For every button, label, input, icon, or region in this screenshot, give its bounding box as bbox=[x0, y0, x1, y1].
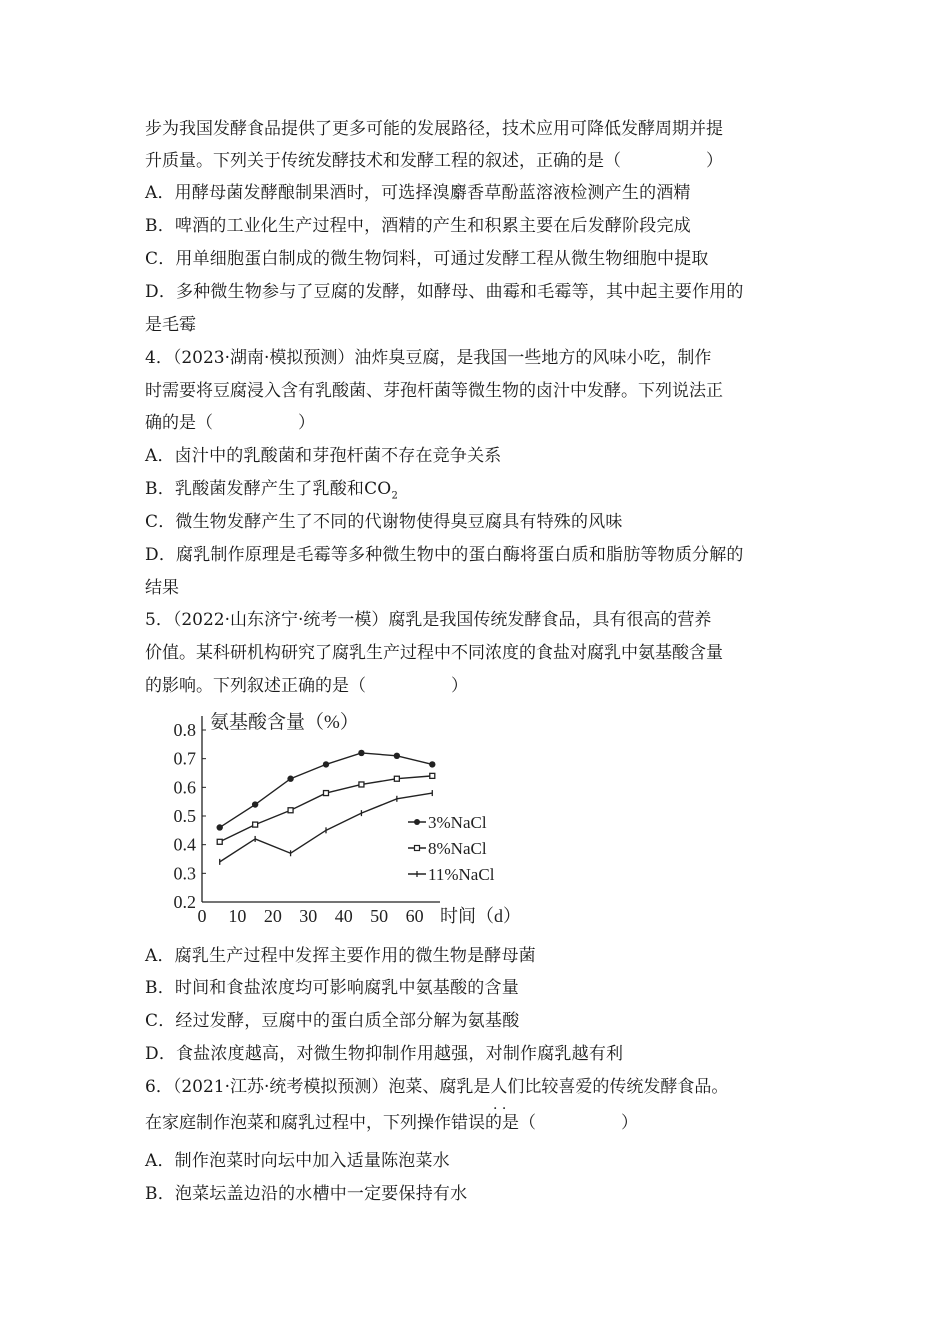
data-point bbox=[287, 776, 293, 782]
option-a: A．卤汁中的乳酸菌和芽孢杆菌不存在竞争关系 bbox=[145, 446, 502, 466]
option-d-cont: 结果 bbox=[145, 578, 179, 598]
data-point bbox=[288, 808, 293, 813]
option-b: B．时间和食盐浓度均可影响腐乳中氨基酸的含量 bbox=[145, 978, 519, 998]
data-point bbox=[429, 761, 435, 767]
x-tick-label: 10 bbox=[228, 906, 247, 926]
data-point bbox=[430, 773, 435, 778]
subscript: 2 bbox=[391, 490, 398, 502]
legend-label: 3%NaCl bbox=[428, 813, 487, 832]
legend-marker bbox=[415, 846, 420, 851]
data-point bbox=[323, 761, 329, 767]
question-5-stem: 5．（2022·山东济宁·统考一模）腐乳是我国传统发酵食品，具有很高的营养 bbox=[145, 610, 712, 630]
option-b-text: B．乳酸菌发酵产生了乳酸和CO bbox=[145, 479, 392, 499]
question-4-stem-cont: 时需要将豆腐浸入含有乳酸菌、芽孢杆菌等微生物的卤汁中发酵。下列说法正 bbox=[145, 381, 723, 401]
amino-acid-chart bbox=[150, 700, 540, 930]
y-tick-label: 0.3 bbox=[173, 863, 196, 884]
option-a: A．腐乳生产过程中发挥主要作用的微生物是酵母菌 bbox=[145, 946, 536, 966]
x-tick-label: 0 bbox=[197, 906, 207, 926]
x-tick-label: 60 bbox=[405, 906, 424, 926]
data-point bbox=[359, 782, 364, 787]
data-point bbox=[394, 776, 399, 781]
question-6-stem: 6．（2021·江苏·统考模拟预测）泡菜、腐乳是人们比较喜爱的传统发酵食品。 bbox=[145, 1077, 729, 1097]
data-point bbox=[217, 824, 223, 830]
question-4-stem: 4．（2023·湖南·模拟预测）油炸臭豆腐，是我国一些地方的风味小吃，制作 bbox=[145, 348, 712, 368]
legend-marker bbox=[414, 819, 420, 825]
x-tick-label: 20 bbox=[263, 906, 282, 926]
option-b: B．泡菜坛盖边沿的水槽中一定要保持有水 bbox=[145, 1184, 468, 1204]
question-5-stem-cont: 的影响。下列叙述正确的是（ ） bbox=[145, 676, 468, 696]
option-b: B．啤酒的工业化生产过程中，酒精的产生和积累主要在后发酵阶段完成 bbox=[145, 216, 691, 236]
data-point bbox=[252, 801, 258, 807]
question-4-stem-cont: 确的是（ ） bbox=[145, 413, 315, 433]
y-tick-label: 0.8 bbox=[173, 720, 196, 740]
legend-label: 11%NaCl bbox=[428, 865, 495, 884]
y-axis-title: 氨基酸含量（%） bbox=[210, 712, 359, 733]
y-tick-label: 0.6 bbox=[173, 777, 196, 798]
option-c: C．用单细胞蛋白制成的微生物饲料，可通过发酵工程从微生物细胞中提取 bbox=[145, 249, 709, 269]
option-d: D．多种微生物参与了豆腐的发酵，如酵母、曲霉和毛霉等，其中起主要作用的 bbox=[145, 282, 744, 302]
y-tick-label: 0.2 bbox=[173, 892, 196, 912]
x-tick-label: 50 bbox=[370, 906, 389, 926]
question-5-stem-cont: 价值。某科研机构研究了腐乳生产过程中不同浓度的食盐对腐乳中氨基酸含量 bbox=[145, 643, 723, 663]
data-point bbox=[394, 753, 400, 759]
option-d: D．食盐浓度越高，对微生物抑制作用越强，对制作腐乳越有利 bbox=[145, 1044, 624, 1064]
option-d: D．腐乳制作原理是毛霉等多种微生物中的蛋白酶将蛋白质和脂肪等物质分解的 bbox=[145, 545, 744, 565]
option-c: C．经过发酵，豆腐中的蛋白质全部分解为氨基酸 bbox=[145, 1011, 520, 1031]
text-line: 步为我国发酵食品提供了更多可能的发展路径，技术应用可降低发酵周期并提 bbox=[145, 119, 723, 139]
data-point bbox=[253, 822, 258, 827]
data-point bbox=[324, 791, 329, 796]
legend-label: 8%NaCl bbox=[428, 839, 487, 858]
y-tick-label: 0.7 bbox=[173, 748, 196, 769]
option-a: A．制作泡菜时向坛中加入适量陈泡菜水 bbox=[145, 1151, 450, 1171]
x-tick-label: 30 bbox=[299, 906, 318, 926]
x-axis-title: 时间（d） bbox=[440, 906, 521, 926]
y-tick-label: 0.5 bbox=[173, 806, 196, 826]
option-b bbox=[145, 478, 398, 507]
x-tick-label: 40 bbox=[334, 906, 353, 926]
data-point bbox=[358, 750, 364, 756]
question-6-stem-cont: 在家庭制作泡菜和腐乳过程中，下列操作错误的是（ ） bbox=[145, 1113, 638, 1133]
y-tick-label: 0.4 bbox=[173, 834, 196, 855]
emphasis-dots: · · bbox=[493, 1101, 507, 1117]
option-d-cont: 是毛霉 bbox=[145, 315, 196, 335]
option-c: C．微生物发酵产生了不同的代谢物使得臭豆腐具有特殊的风味 bbox=[145, 512, 623, 532]
option-a: A．用酵母菌发酵酿制果酒时，可选择溴麝香草酚蓝溶液检测产生的酒精 bbox=[145, 183, 691, 203]
data-point bbox=[217, 839, 222, 844]
text-line: 升质量。下列关于传统发酵技术和发酵工程的叙述，正确的是（ ） bbox=[145, 151, 723, 171]
